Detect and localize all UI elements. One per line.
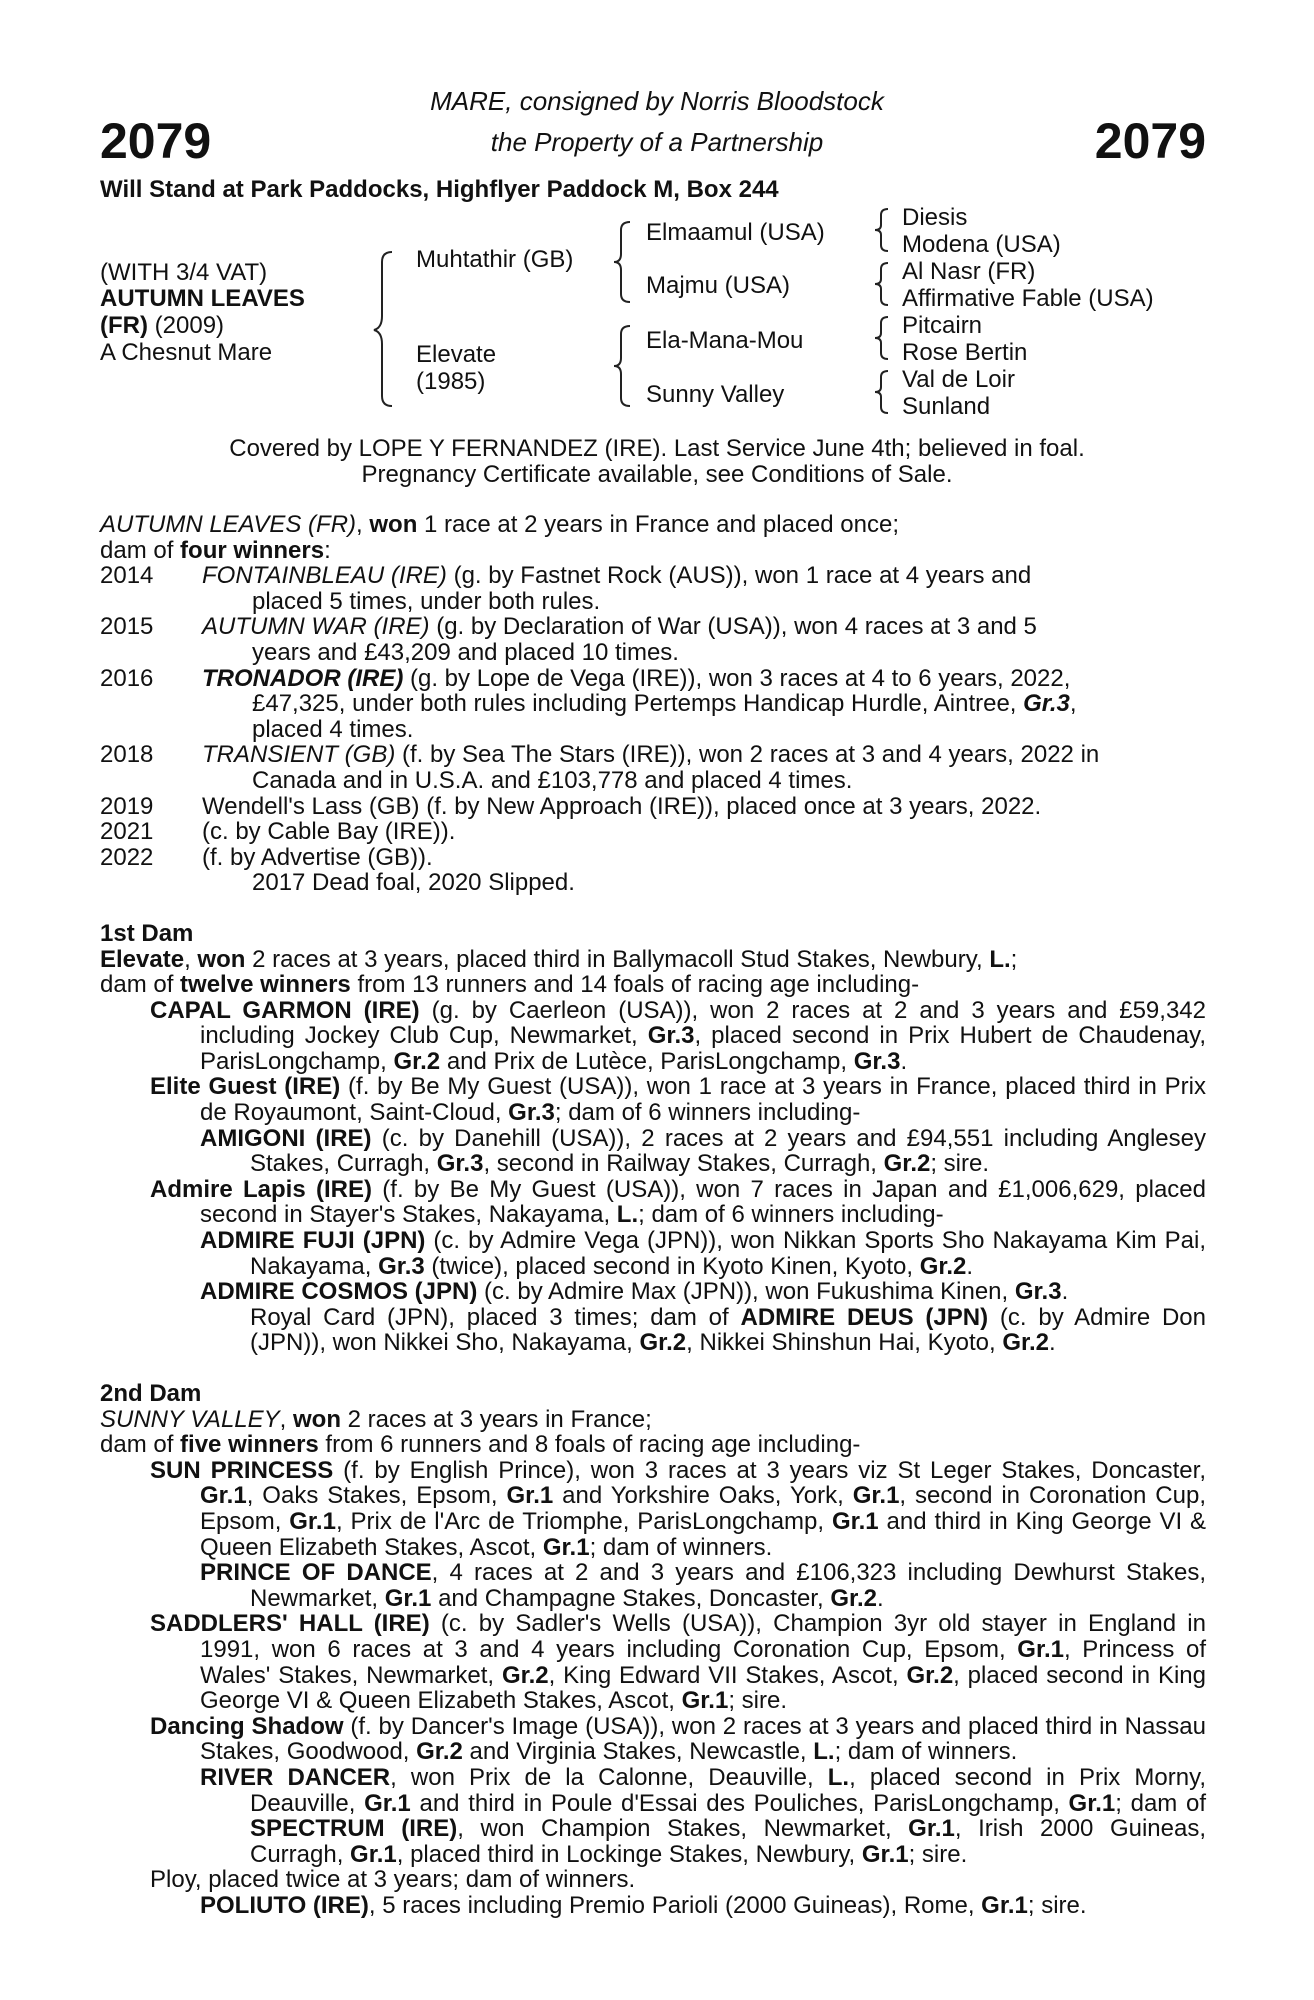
horse-origin-year: (FR) (2009): [100, 312, 225, 339]
sire: Muhtathir (GB): [416, 246, 574, 273]
progeny-item: 2021 (c. by Cable Bay (IRE)).: [100, 818, 456, 846]
first-dam-summary: dam of twelve winners from 13 runners and 14 foals of racing age including-: [100, 971, 920, 999]
admire-cosmos-entry: ADMIRE COSMOS (JPN) (c. by Admire Max (JPN)), won Fukushima Kinen, Gr.3.: [200, 1278, 1069, 1306]
progeny-item: 2015 AUTUMN WAR (IRE) (g. by Declaration of War (USA)), won 4 races at 3 and 5 years and £43,209 and placed 10 times.: [100, 613, 1037, 666]
ggd-3: Rose Bertin: [902, 339, 1028, 366]
first-dam-heading: 1st Dam: [100, 919, 194, 947]
lot-number-left: 2079: [100, 113, 212, 169]
poliuto-entry: POLIUTO (IRE), 5 races including Premio Parioli (2000 Guineas), Rome, Gr.1; sire.: [200, 1891, 1087, 1919]
intro-line: AUTUMN LEAVES (FR), won 1 race at 2 years in France and placed once;: [100, 511, 899, 538]
lot-number-right: 2079: [1094, 113, 1206, 169]
brace-g1: [872, 205, 900, 255]
second-dam-heading: 2nd Dam: [100, 1380, 202, 1407]
ggs-2: Al Nasr (FR): [902, 258, 1036, 285]
progeny-list: [100, 563, 1206, 896]
vat-note: (WITH 3/4 VAT): [100, 259, 268, 286]
admire-lapis-entry: Admire Lapis (IRE) (f. by Be My Guest (USA)), won 7 races in Japan and £1,006,629, placed second in Stayer's Stakes, Nakayama, L.; dam of 6 winners including-: [150, 1175, 1206, 1229]
first-dam-line: Elevate, won 2 races at 3 years, placed third in Ballymacoll Stud Stakes, Newbury, L.;: [100, 945, 1018, 973]
granddam-1: Majmu (USA): [646, 272, 791, 299]
river-dancer-entry: RIVER DANCER, won Prix de la Calonne, Deauville, L., placed second in Prix Morny, Deauville, Gr.1 and third in Poule d'Essai des Pouliches, ParisLongchamp, Gr.1; dam of SPECTRUM (IRE), won Champion Stakes, Newmarket, Gr.1, Irish 2000 Guineas, Curragh, Gr.1, placed third in Lockinge Stakes, Newbury, Gr.1; sire.: [200, 1763, 1206, 1868]
ggs-1: Diesis: [902, 204, 968, 231]
admire-fuji-entry: ADMIRE FUJI (JPN) (c. by Admire Vega (JPN)), won Nikkan Sports Sho Nakayama Kim Pai, Nakayama, Gr.3 (twice), placed second in Kyoto Kinen, Kyoto, Gr.2.: [200, 1227, 1206, 1280]
progeny-item: 2022 (f. by Advertise (GB)).: [100, 843, 433, 871]
catalogue-body: [100, 512, 1206, 1918]
second-dam-summary: dam of five winners from 6 runners and 8 foals of racing age including-: [100, 1431, 861, 1459]
amigoni-entry: AMIGONI (IRE) (c. by Danehill (USA)), 2 races at 2 years and £94,551 including Anglesey Stakes, Curragh, Gr.3, second in Railway Stakes, Curragh, Gr.2; sire.: [200, 1124, 1206, 1178]
progeny-item: 2014 FONTAINBLEAU (IRE) (g. by Fastnet Rock (AUS)), won 1 race at 4 years and placed 5 times, under both rules.: [100, 562, 1032, 615]
ggs-4: Val de Loir: [902, 366, 1015, 393]
brace-g2: [872, 259, 900, 309]
capal-garmon-entry: CAPAL GARMON (IRE) (g. by Caerleon (USA)), won 2 races at 2 and 3 years and £59,342 including Jockey Club Cup, Newmarket, Gr.3, placed second in Prix Hubert de Chaudenay, ParisLongchamp, Gr.2 and Prix de Lutèce, ParisLongchamp, Gr.3.: [150, 996, 1206, 1075]
covered-note: Covered by LOPE Y FERNANDEZ (IRE). Last Service June 4th; believed in foal. Pregnancy Certificate available, see Conditions of Sale.: [229, 435, 1085, 488]
horse-description: A Chesnut Mare: [100, 339, 273, 366]
grandsire-2: Ela-Mana-Mou: [646, 327, 804, 354]
brace-sire: [610, 218, 646, 306]
stand-location: Will Stand at Park Paddocks, Highflyer Paddock M, Box 244: [100, 176, 779, 203]
brace-main: [370, 244, 410, 414]
ggs-3: Pitcairn: [902, 312, 983, 339]
horse-name: AUTUMN LEAVES: [100, 285, 305, 312]
elite-guest-entry: Elite Guest (IRE) (f. by Be My Guest (USA)), won 1 race at 3 years in France, placed third in Prix de Royaumont, Saint-Cloud, Gr.3; dam of 6 winners including-: [150, 1073, 1206, 1127]
granddam-2: Sunny Valley: [646, 381, 785, 408]
ploy-entry: Ploy, placed twice at 3 years; dam of winners.: [150, 1866, 636, 1894]
ggd-1: Modena (USA): [902, 231, 1061, 258]
saddlers-hall-entry: SADDLERS' HALL (IRE) (c. by Sadler's Wells (USA)), Champion 3yr old stayer in England in 1991, won 6 races at 3 and 4 years including Coronation Cup, Epsom, Gr.1, Princess of Wales' Stakes, Newmarket, Gr.2, King Edward VII Stakes, Ascot, Gr.2, placed second in King George VI & Queen Elizabeth Stakes, Ascot, Gr.1; sire.: [150, 1610, 1207, 1715]
sun-princess-entry: SUN PRINCESS (f. by English Prince), won 3 races at 3 years viz St Leger Stakes, Doncaster, Gr.1, Oaks Stakes, Epsom, Gr.1 and Yorkshire Oaks, York, Gr.1, second in Coronation Cup, Epsom, Gr.1, Prix de l'Arc de Triomphe, ParisLongchamp, Gr.1 and third in King George VI & Queen Elizabeth Stakes, Ascot, Gr.1; dam of winners.: [150, 1456, 1207, 1561]
property-line: the Property of a Partnership: [490, 127, 824, 157]
royal-card-entry: Royal Card (JPN), placed 3 times; dam of ADMIRE DEUS (JPN) (c. by Admire Don (JPN)), won Nikkei Sho, Nakayama, Gr.2, Nikkei Shinshun Hai, Kyoto, Gr.2.: [250, 1303, 1207, 1357]
consignor-line: MARE, consigned by Norris Bloodstock: [430, 86, 884, 116]
ggd-4: Sunland: [902, 393, 991, 420]
intro-dam-line: dam of four winners:: [100, 536, 331, 564]
second-dam-line: SUNNY VALLEY, won 2 races at 3 years in France;: [100, 1405, 652, 1433]
brace-dam: [610, 322, 646, 410]
brace-g3: [872, 313, 900, 363]
dancing-shadow-entry: Dancing Shadow (f. by Dancer's Image (USA)), won 2 races at 3 years and placed third in Nassau Stakes, Goodwood, Gr.2 and Virginia Stakes, Newcastle, L.; dam of winners.: [150, 1712, 1206, 1766]
progeny-item: 2018 TRANSIENT (GB) (f. by Sea The Stars (IRE)), won 2 races at 3 and 4 years, 2022 in Canada and in U.S.A. and £103,778 and placed 4 times.: [100, 741, 1100, 794]
dam: Elevate: [416, 341, 497, 368]
brace-g4: [872, 367, 900, 417]
dam-year: (1985): [416, 368, 486, 395]
grandsire-1: Elmaamul (USA): [646, 219, 825, 246]
prince-of-dance-entry: PRINCE OF DANCE, 4 races at 2 and 3 years and £106,323 including Dewhurst Stakes, Newmarket, Gr.1 and Champagne Stakes, Doncaster, Gr.2.: [200, 1559, 1206, 1612]
ggd-2: Affirmative Fable (USA): [902, 285, 1154, 312]
progeny-item: 2017 Dead foal, 2020 Slipped.: [252, 869, 575, 897]
progeny-item: 2019 Wendell's Lass (GB) (f. by New Approach (IRE)), placed once at 3 years, 2022.: [100, 792, 1042, 820]
progeny-item: 2016 TRONADOR (IRE) (g. by Lope de Vega (IRE)), won 3 races at 4 to 6 years, 2022, £47,325, under both rules including Pertemps Handicap Hurdle, Aintree, Gr.3, placed 4 times.: [100, 664, 1077, 743]
